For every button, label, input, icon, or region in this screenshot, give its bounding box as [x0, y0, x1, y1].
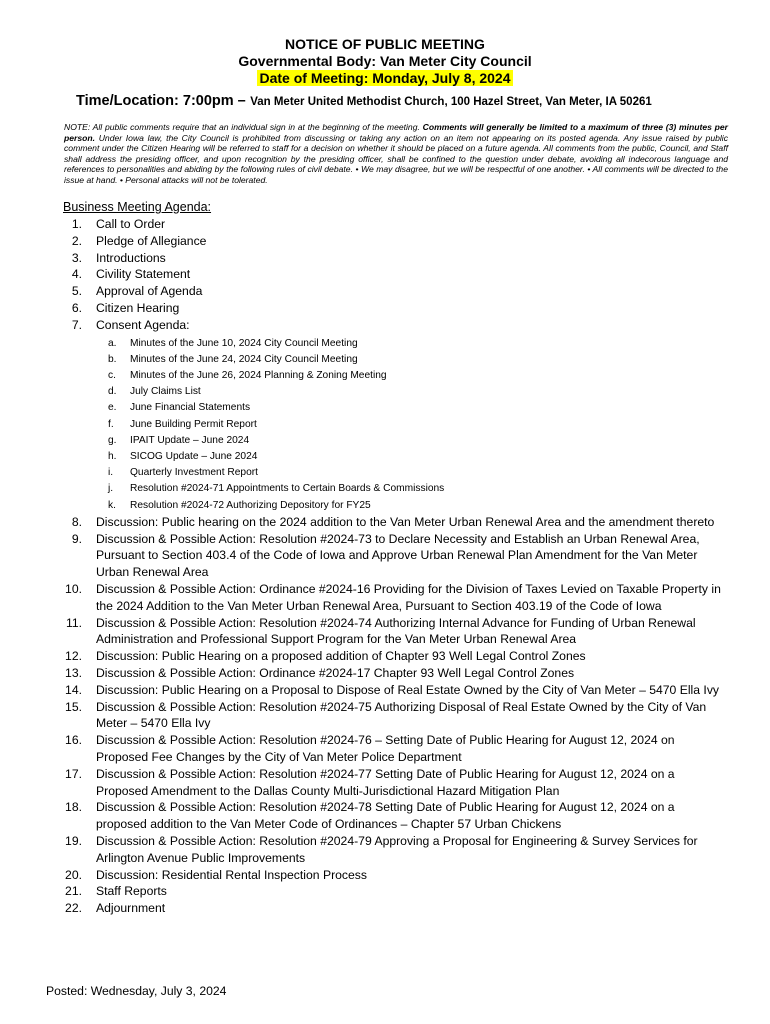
- agenda-item-text: Discussion: Public Hearing on a Proposal to Dispose of Real Estate Owned by the City of Van Meter – 5470 Ella Ivy: [96, 682, 720, 697]
- consent-item-letter: b.: [108, 353, 117, 365]
- agenda-item-number: 3.: [71, 250, 82, 265]
- agenda-item: [0, 799, 770, 833]
- agenda-item-number: 18.: [65, 800, 82, 815]
- agenda-item: [0, 648, 770, 665]
- time-location: [76, 92, 652, 110]
- agenda-item-number: 8.: [71, 514, 82, 529]
- consent-item-letter: a.: [108, 337, 117, 349]
- agenda-item-number: 2.: [71, 233, 82, 248]
- agenda-item: [0, 581, 770, 615]
- consent-item-letter: e.: [108, 402, 117, 414]
- consent-item: [0, 384, 770, 400]
- agenda-item-number: 4.: [71, 267, 82, 282]
- agenda-item-text: Discussion & Possible Action: Resolution #2024-77 Setting Date of Public Hearing for August 12, 2024 on a Proposed Amendment to the Dallas County Multi-Jurisdictional Hazard Mitigation Plan: [96, 766, 675, 798]
- meeting-date-highlight: Date of Meeting: Monday, July 8, 2024: [259, 70, 511, 86]
- agenda-item-text: Discussion & Possible Action: Ordinance #2024-17 Chapter 93 Well Legal Control Zones: [96, 665, 575, 680]
- agenda-item-text: Discussion & Possible Action: Resolution #2024-78 Setting Date of Public Hearing for August 12, 2024 on a proposed addition to the Van Meter Code of Ordinances – Chapter 57 Urban Chickens: [96, 800, 675, 832]
- governmental-body: Governmental Body: Van Meter City Council: [238, 53, 532, 69]
- consent-item-text: Quarterly Investment Report: [130, 467, 258, 479]
- agenda-item-number: 22.: [65, 901, 82, 916]
- note-bold: Comments will generally be limited to a maximum of three (3) minutes per person.: [64, 122, 729, 143]
- agenda-item: [0, 766, 770, 800]
- consent-item-text: Minutes of the June 26, 2024 Planning & Zoning Meeting: [130, 369, 387, 381]
- agenda-item-text: Pledge of Allegiance: [96, 233, 207, 248]
- agenda-list: [0, 216, 770, 917]
- agenda-item: [0, 216, 770, 233]
- agenda-item-text: Discussion & Possible Action: Resolution #2024-79 Approving a Proposal for Engineering & Survey Services for Arlington Avenue Public Improvements: [96, 833, 698, 865]
- agenda-item-text: Staff Reports: [96, 884, 167, 899]
- agenda-item-text: Citizen Hearing: [96, 300, 180, 315]
- agenda-item: [0, 682, 770, 699]
- consent-item: [0, 481, 770, 497]
- agenda-item-number: 7.: [71, 317, 82, 332]
- agenda-item: [0, 867, 770, 884]
- agenda-item-number: 11.: [65, 615, 82, 630]
- agenda-item-text: Discussion & Possible Action: Resolution #2024-75 Authorizing Disposal of Real Estate Owned by the City of Van Meter – 5470 Ella Ivy: [96, 699, 707, 731]
- agenda-item-number: 6.: [71, 300, 82, 315]
- consent-item-text: Minutes of the June 10, 2024 City Council Meeting: [130, 337, 358, 349]
- agenda-item-text: Approval of Agenda: [96, 284, 203, 299]
- consent-item: [0, 417, 770, 433]
- posted-date: Posted: Wednesday, July 3, 2024: [46, 984, 227, 998]
- consent-item-letter: d.: [108, 386, 117, 398]
- agenda-item-text: Introductions: [96, 250, 166, 265]
- consent-item-letter: c.: [108, 369, 116, 381]
- agenda-item-text: Discussion & Possible Action: Resolution #2024-76 – Setting Date of Public Hearing for August 12, 2024 on Proposed Fee Changes by the City of Van Meter Police Department: [96, 733, 675, 764]
- agenda-item-text: Discussion & Possible Action: Ordinance #2024-16 Providing for the Division of Taxes Levied on Taxable Property in the 2024 Addition to the Van Meter Urban Renewal Area, Pursuant to Section 403.19 of the Code of Iowa: [96, 582, 721, 613]
- agenda-item-number: 14.: [65, 682, 82, 697]
- consent-item-text: SICOG Update – June 2024: [130, 451, 258, 462]
- consent-item-letter: k.: [108, 499, 116, 511]
- agenda-item: [0, 699, 770, 733]
- consent-item-letter: g.: [108, 434, 117, 446]
- agenda-item: [0, 665, 770, 682]
- agenda-item-number: 9.: [71, 531, 82, 546]
- agenda-item-number: 17.: [65, 766, 82, 781]
- consent-item: [0, 368, 770, 384]
- consent-item-letter: i.: [108, 467, 114, 479]
- agenda-item: [0, 317, 770, 334]
- agenda-item-number: 20.: [65, 867, 82, 882]
- agenda-item-text: Call to Order: [96, 217, 166, 231]
- note-intro: NOTE: All public comments require that an individual sign in at the beginning of the meeting.: [64, 122, 420, 132]
- agenda-item-number: 1.: [71, 217, 82, 231]
- consent-item-text: June Building Permit Report: [130, 418, 257, 430]
- agenda-item-text: Adjournment: [96, 901, 166, 916]
- consent-item-text: July Claims List: [130, 386, 201, 398]
- agenda-item-number: 21.: [65, 884, 82, 899]
- agenda-item: [0, 514, 770, 531]
- notice-title: NOTICE OF PUBLIC MEETING: [285, 36, 485, 52]
- agenda-item-text: Discussion & Possible Action: Resolution #2024-74 Authorizing Internal Advance for Funding of Urban Renewal Administration and Professional Support Program for the Van Meter Urban Renewal Area: [96, 615, 696, 647]
- location-text: Van Meter United Methodist Church, 100 Hazel Street, Van Meter, IA 50261: [250, 96, 652, 108]
- agenda-item-text: Discussion: Public hearing on the 2024 addition to the Van Meter Urban Renewal Area and the amendment thereto: [96, 514, 715, 529]
- agenda-item: [0, 266, 770, 283]
- public-comment-note: [64, 122, 728, 186]
- consent-item-text: IPAIT Update – June 2024: [130, 434, 250, 446]
- agenda-item: [0, 300, 770, 317]
- agenda-item: [0, 283, 770, 300]
- consent-item: [0, 449, 770, 465]
- agenda-item-text: Discussion & Possible Action: Resolution #2024-73 to Declare Necessity and Establish an Urban Renewal Area, Pursuant to Section 403.4 of the Code of Iowa and Approve Urban Renewal Plan Amendment for the Van Meter Urban Renewal Area: [96, 531, 700, 580]
- agenda-item: [0, 615, 770, 649]
- consent-item: [0, 498, 770, 514]
- agenda-item-number: 15.: [65, 699, 82, 714]
- agenda-item: [0, 833, 770, 867]
- time-label: Time/Location: 7:00pm –: [76, 93, 246, 109]
- consent-item: [0, 352, 770, 368]
- agenda-item: [0, 531, 770, 581]
- consent-item: [0, 336, 770, 352]
- consent-item-text: Minutes of the June 24, 2024 City Council Meeting: [130, 353, 358, 365]
- agenda-item-number: 10.: [65, 582, 82, 596]
- agenda-item: [0, 250, 770, 267]
- agenda-item-text: Consent Agenda:: [96, 317, 190, 332]
- agenda-item: [0, 233, 770, 250]
- agenda-heading: Business Meeting Agenda:: [63, 200, 212, 214]
- consent-item-text: June Financial Statements: [130, 402, 251, 414]
- agenda-item-number: 13.: [65, 665, 82, 680]
- consent-item: [0, 400, 770, 416]
- consent-item-letter: f.: [108, 418, 114, 430]
- agenda-item-number: 16.: [65, 733, 82, 748]
- agenda-item: [0, 732, 770, 766]
- consent-item: [0, 433, 770, 449]
- consent-item-letter: h.: [108, 451, 117, 462]
- agenda-item-number: 5.: [71, 284, 82, 299]
- agenda-item-text: Civility Statement: [96, 267, 191, 282]
- agenda-item: [0, 883, 770, 900]
- consent-item-text: Resolution #2024-71 Appointments to Certain Boards & Commissions: [130, 483, 445, 495]
- consent-item: [0, 465, 770, 481]
- note-rest: Under Iowa law, the City Council is prohibited from discussing or taking any action on an item not appearing on its posted agenda. Any issue raised by public comment under the Citizen Hearing will be referred to staff for a decision on whether it should be placed on a future agenda. All comments from the public, Council, and Staff shall address the presiding officer, and upon recognition by the presiding officer, shall be confined to the question under debate, avoiding all indecorous language and references to personalities and abiding by the following rules of civil debate. • We may disagree, but we will be respectful of one another. • All comments will be directed to the issue at hand. • Personal attacks will not be tolerated.: [64, 132, 728, 185]
- consent-item-text: Resolution #2024-72 Authorizing Depository for FY25: [130, 499, 371, 511]
- agenda-item-text: Discussion: Residential Rental Inspection Process: [96, 867, 367, 882]
- agenda-item-text: Discussion: Public Hearing on a proposed addition of Chapter 93 Well Legal Control Zones: [96, 649, 586, 664]
- agenda-item-number: 12.: [65, 649, 82, 664]
- notice-header: [0, 36, 770, 87]
- agenda-item-number: 19.: [65, 833, 82, 848]
- consent-item-letter: j.: [108, 483, 114, 495]
- agenda-item: [0, 900, 770, 917]
